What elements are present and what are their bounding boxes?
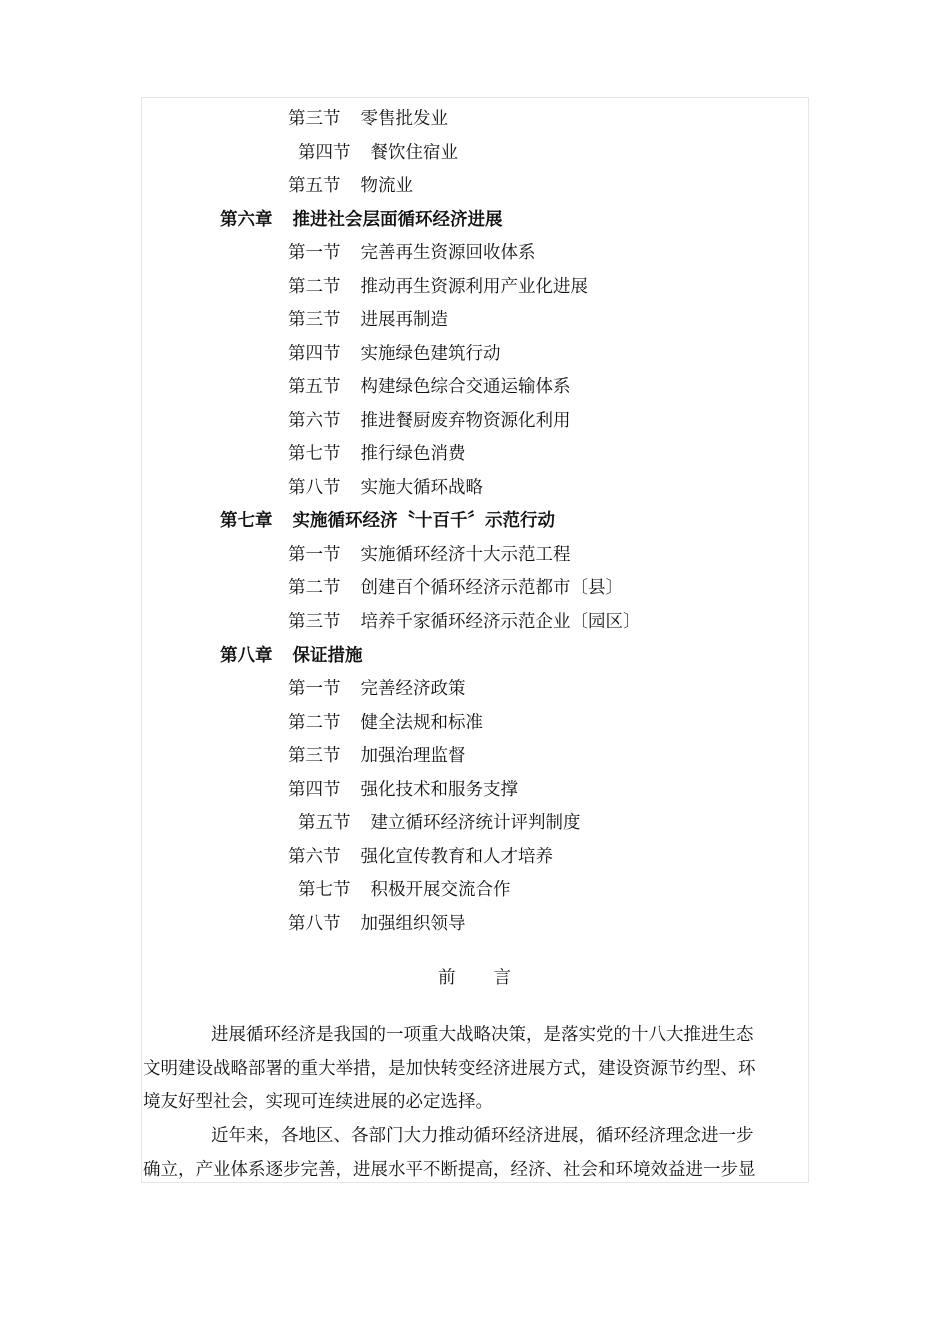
toc-number: 第三节 bbox=[288, 310, 341, 330]
paragraph-line: 确立，产业体系逐步完善，进展水平不断提高，经济、社会和环境效益进一步显 bbox=[143, 1159, 756, 1180]
toc-number: 第七节 bbox=[288, 444, 341, 464]
toc-title: 建立循环经济统计评判制度 bbox=[370, 813, 581, 833]
toc-title: 培养千家循环经济示范企业〔园区〕 bbox=[360, 612, 641, 632]
toc-number: 第四节 bbox=[298, 143, 351, 163]
toc-number: 第三节 bbox=[288, 612, 341, 632]
chapter-title: 实施循环经济〝十百千〞示范行动 bbox=[292, 511, 555, 531]
preface-paragraph bbox=[143, 1120, 811, 1187]
paragraph-text: 进展循环经济是我国的一项重大战略决策，是落实党的十八大推进生态 bbox=[211, 1025, 754, 1045]
paragraph-line: 文明建设战略部署的重大举措，是加快转变经济进展方式，建设资源节约型、环 bbox=[143, 1058, 756, 1079]
toc-number: 第四节 bbox=[288, 780, 341, 800]
toc-title: 强化宣传教育和人才培养 bbox=[360, 847, 553, 867]
toc-title: 创建百个循环经济示范都市〔县〕 bbox=[360, 578, 623, 598]
toc-title: 强化技术和服务支撑 bbox=[360, 780, 518, 800]
toc-number: 第八节 bbox=[288, 914, 341, 934]
toc-chapter bbox=[220, 209, 503, 231]
toc-title: 餐饮住宿业 bbox=[370, 143, 458, 163]
toc-line bbox=[288, 309, 448, 331]
toc-number: 第二节 bbox=[288, 277, 341, 297]
toc-number: 第七节 bbox=[298, 880, 351, 900]
toc-line bbox=[288, 544, 571, 566]
toc-title: 完善再生资源回收体系 bbox=[360, 243, 536, 263]
paragraph-line bbox=[143, 1019, 811, 1053]
chapter-number: 第六章 bbox=[220, 210, 273, 230]
toc-title: 推进餐厨废弃物资源化利用 bbox=[360, 411, 571, 431]
preface-title-char: 前 bbox=[438, 968, 456, 988]
toc-number: 第三节 bbox=[288, 109, 341, 129]
toc-line bbox=[298, 812, 581, 834]
toc-number: 第一节 bbox=[288, 243, 341, 263]
toc-title: 构建绿色综合交通运输体系 bbox=[360, 377, 571, 397]
toc-line bbox=[298, 142, 458, 164]
paragraph-line: 境友好型社会，实现可连续进展的必定选择。 bbox=[143, 1092, 493, 1112]
toc-number: 第六节 bbox=[288, 847, 341, 867]
toc-title: 物流业 bbox=[360, 176, 413, 196]
toc-title: 推行绿色消费 bbox=[360, 444, 466, 464]
toc-number: 第四节 bbox=[288, 344, 341, 364]
toc-line bbox=[288, 913, 466, 935]
toc-chapter bbox=[220, 645, 363, 667]
toc-line bbox=[288, 108, 448, 130]
toc-number: 第五节 bbox=[288, 176, 341, 196]
toc-chapter bbox=[220, 510, 555, 532]
preface-title-char: 言 bbox=[493, 968, 511, 988]
chapter-title: 推进社会层面循环经济进展 bbox=[292, 210, 503, 230]
toc-number: 第一节 bbox=[288, 679, 341, 699]
toc-title: 完善经济政策 bbox=[360, 679, 466, 699]
toc-line bbox=[288, 443, 466, 465]
toc-title: 健全法规和标准 bbox=[360, 713, 483, 733]
preface-title bbox=[438, 967, 511, 989]
toc-title: 实施绿色建筑行动 bbox=[360, 344, 501, 364]
toc-title: 积极开展交流合作 bbox=[370, 880, 511, 900]
chapter-number: 第七章 bbox=[220, 511, 273, 531]
paragraph-text: 近年来，各地区、各部门大力推动循环经济进展，循环经济理念进一步 bbox=[211, 1126, 754, 1146]
toc-title: 进展再制造 bbox=[360, 310, 448, 330]
chapter-number: 第八章 bbox=[220, 646, 273, 666]
toc-number: 第一节 bbox=[288, 545, 341, 565]
toc-number: 第五节 bbox=[288, 377, 341, 397]
paragraph-line bbox=[143, 1120, 811, 1154]
toc-line bbox=[288, 577, 623, 599]
toc-line bbox=[288, 779, 518, 801]
toc-line bbox=[288, 477, 483, 499]
toc-title: 加强组织领导 bbox=[360, 914, 466, 934]
toc-title: 实施大循环战略 bbox=[360, 478, 483, 498]
toc-line bbox=[288, 175, 413, 197]
preface-paragraph bbox=[143, 1019, 811, 1120]
toc-line bbox=[288, 276, 588, 298]
toc-line bbox=[288, 678, 466, 700]
toc-number: 第六节 bbox=[288, 411, 341, 431]
toc-title: 实施循环经济十大示范工程 bbox=[360, 545, 571, 565]
toc-number: 第五节 bbox=[298, 813, 351, 833]
toc-number: 第八节 bbox=[288, 478, 341, 498]
toc-line bbox=[288, 376, 571, 398]
toc-line bbox=[288, 410, 571, 432]
toc-line bbox=[288, 712, 483, 734]
toc-title: 零售批发业 bbox=[360, 109, 448, 129]
toc-line bbox=[288, 745, 466, 767]
toc-number: 第二节 bbox=[288, 713, 341, 733]
toc-number: 第二节 bbox=[288, 578, 341, 598]
toc-title: 加强治理监督 bbox=[360, 746, 466, 766]
toc-line bbox=[298, 879, 511, 901]
toc-number: 第三节 bbox=[288, 746, 341, 766]
toc-title: 推动再生资源利用产业化进展 bbox=[360, 277, 588, 297]
toc-line bbox=[288, 846, 553, 868]
toc-line bbox=[288, 242, 536, 264]
toc-line bbox=[288, 611, 641, 633]
toc-line bbox=[288, 343, 501, 365]
chapter-title: 保证措施 bbox=[292, 646, 363, 666]
